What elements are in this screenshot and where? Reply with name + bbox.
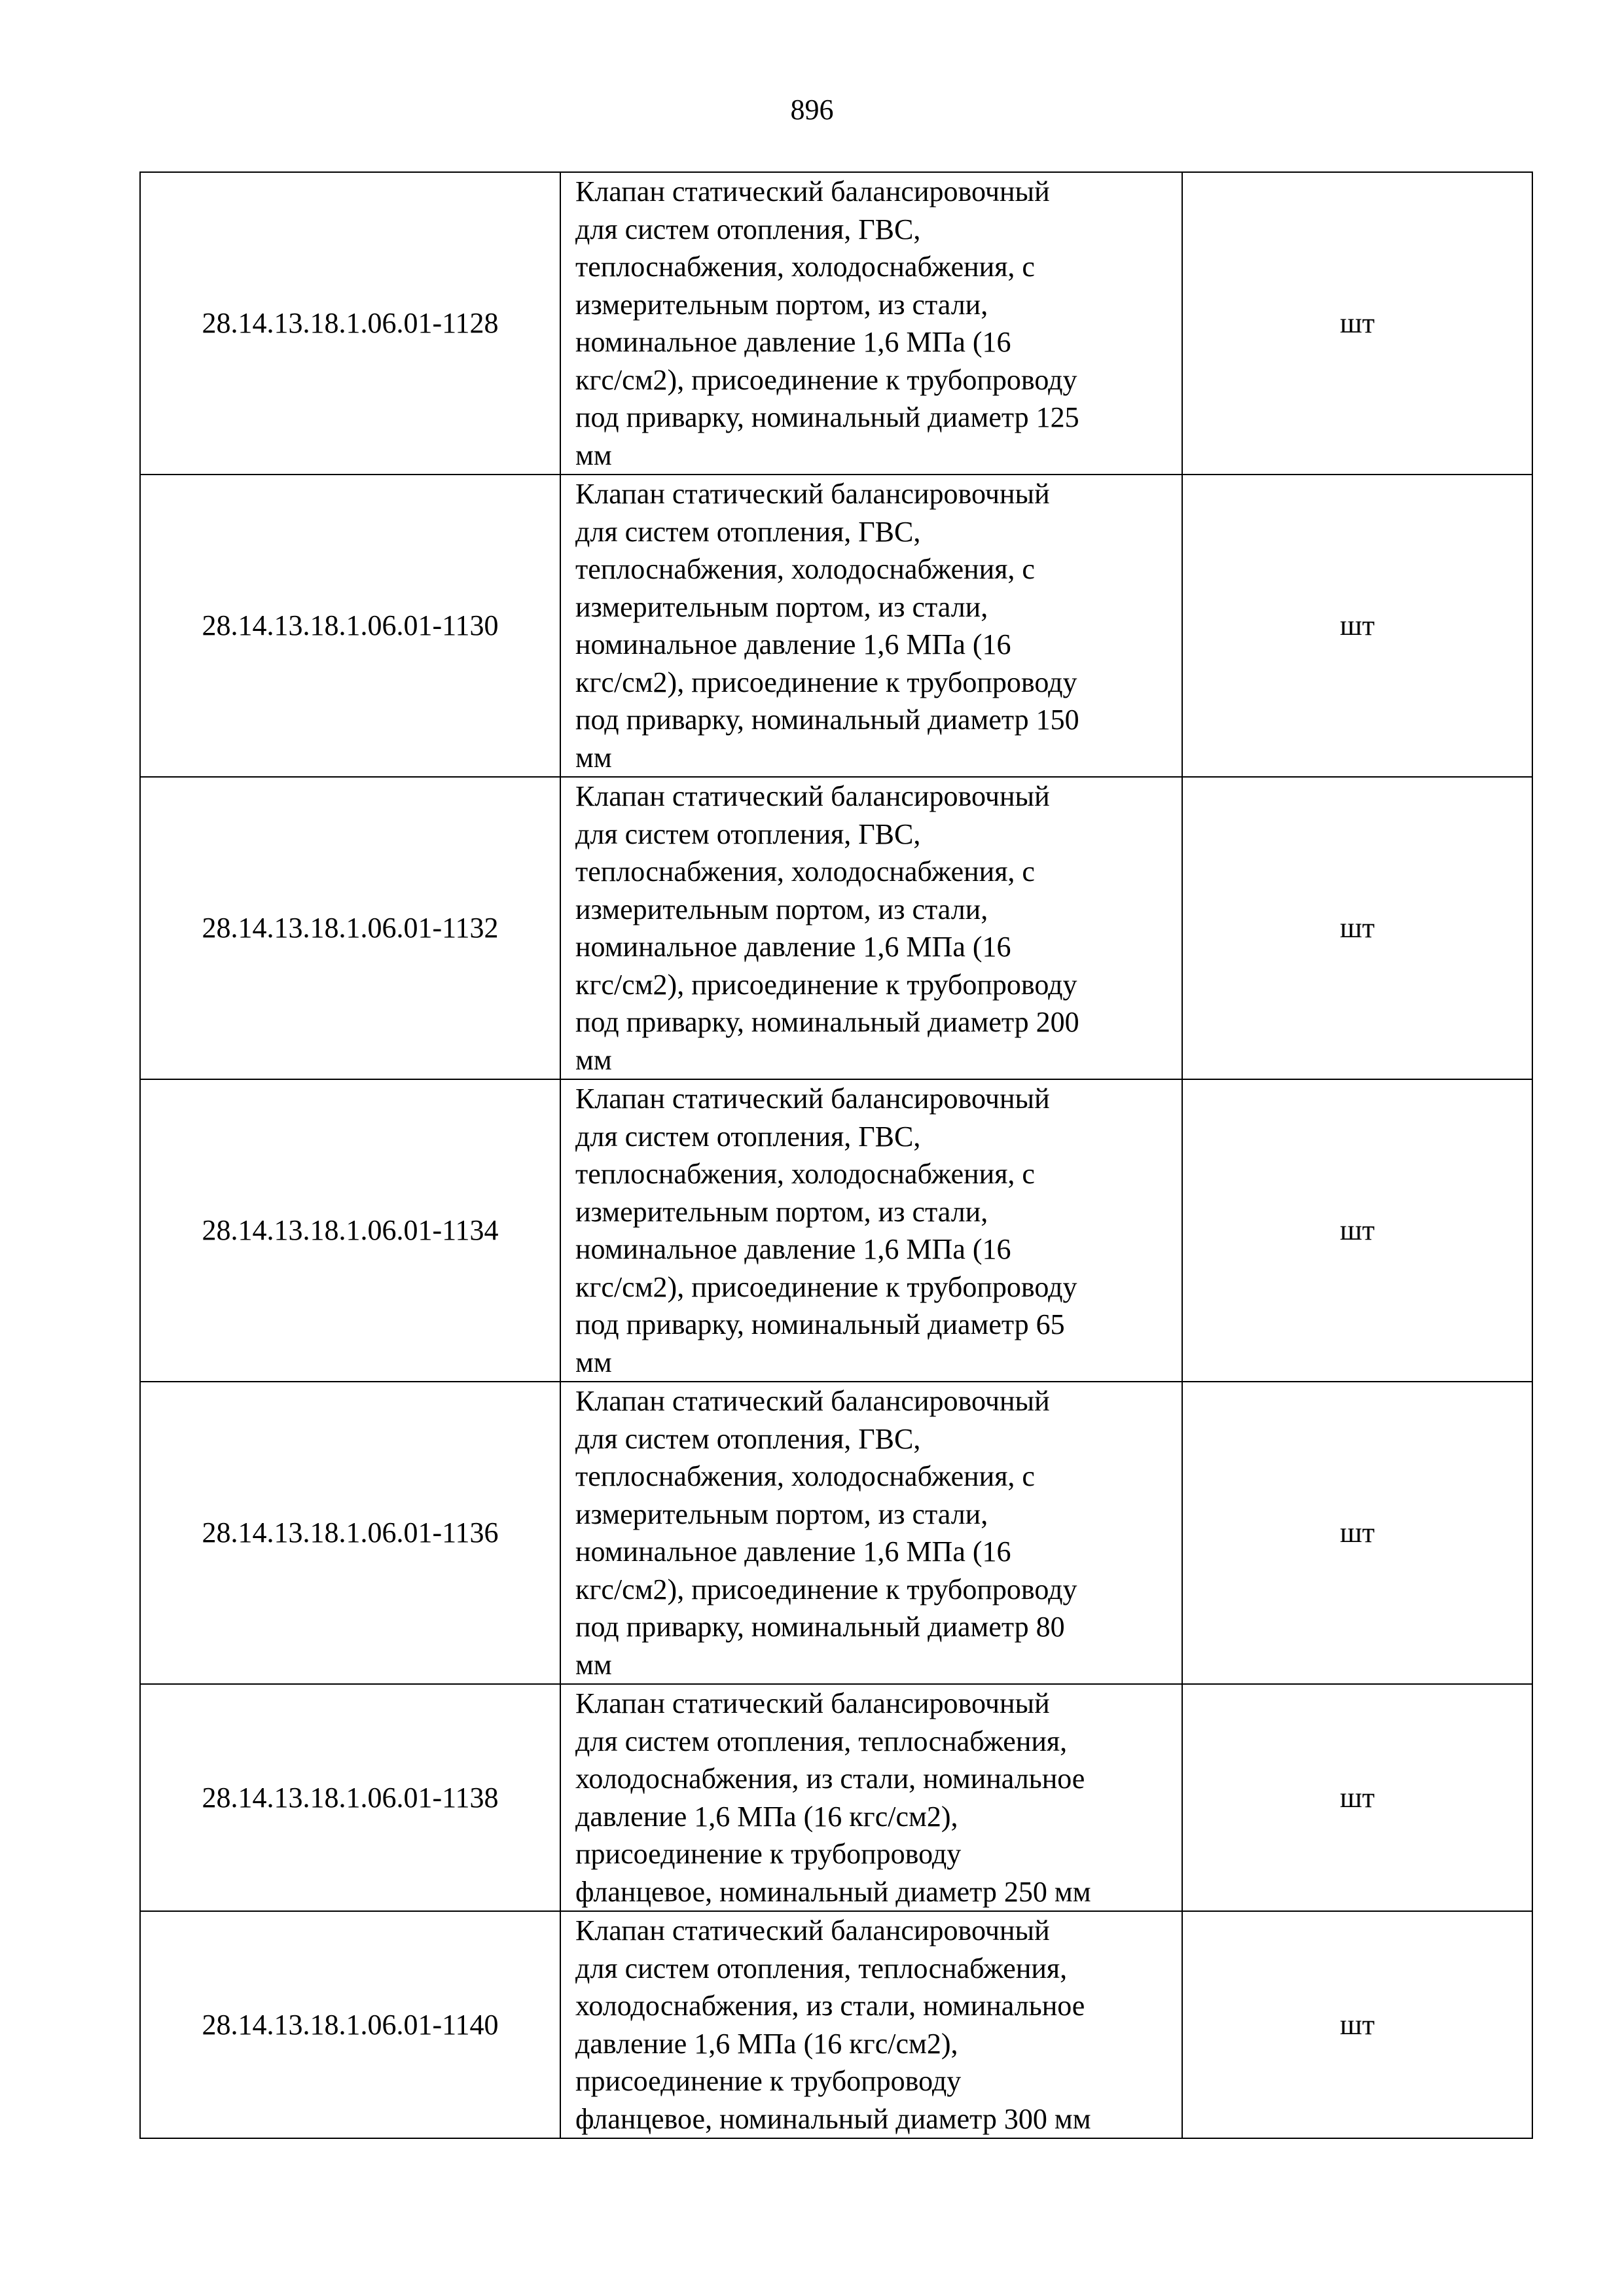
resource-description: Клапан статический балансировочный для систем отопления, теплоснабжения, холодоснабжения, из стали, номинальное давление 1,6 МПа (16 кгс/см2), присоединение к трубопроводу фланцевое, номинальный диаметр 250 мм bbox=[560, 1684, 1182, 1911]
resource-code: 28.14.13.18.1.06.01-1132 bbox=[140, 777, 560, 1079]
unit-of-measure: шт bbox=[1182, 1911, 1532, 2138]
resource-code: 28.14.13.18.1.06.01-1128 bbox=[140, 172, 560, 475]
table-row bbox=[140, 475, 1532, 777]
items-table bbox=[139, 171, 1533, 2139]
resource-description: Клапан статический балансировочный для систем отопления, ГВС, теплоснабжения, холодоснабжения, с измерительным портом, из стали, номинальное давление 1,6 МПа (16 кгс/см2), присоединение к трубопроводу под приварку, номинальный диаметр 80 мм bbox=[560, 1382, 1182, 1684]
table-row bbox=[140, 777, 1532, 1079]
unit-of-measure: шт bbox=[1182, 1684, 1532, 1911]
unit-of-measure: шт bbox=[1182, 1079, 1532, 1382]
resource-description: Клапан статический балансировочный для систем отопления, ГВС, теплоснабжения, холодоснабжения, с измерительным портом, из стали, номинальное давление 1,6 МПа (16 кгс/см2), присоединение к трубопроводу под приварку, номинальный диаметр 125 мм bbox=[560, 172, 1182, 475]
table-row bbox=[140, 1079, 1532, 1382]
table-row bbox=[140, 1382, 1532, 1684]
resource-description: Клапан статический балансировочный для систем отопления, ГВС, теплоснабжения, холодоснабжения, с измерительным портом, из стали, номинальное давление 1,6 МПа (16 кгс/см2), присоединение к трубопроводу под приварку, номинальный диаметр 65 мм bbox=[560, 1079, 1182, 1382]
table-row bbox=[140, 172, 1532, 475]
unit-of-measure: шт bbox=[1182, 172, 1532, 475]
resource-code: 28.14.13.18.1.06.01-1136 bbox=[140, 1382, 560, 1684]
resource-description: Клапан статический балансировочный для систем отопления, ГВС, теплоснабжения, холодоснабжения, с измерительным портом, из стали, номинальное давление 1,6 МПа (16 кгс/см2), присоединение к трубопроводу под приварку, номинальный диаметр 150 мм bbox=[560, 475, 1182, 777]
resource-code: 28.14.13.18.1.06.01-1130 bbox=[140, 475, 560, 777]
page-number: 896 bbox=[790, 94, 834, 126]
resource-description: Клапан статический балансировочный для систем отопления, теплоснабжения, холодоснабжения, из стали, номинальное давление 1,6 МПа (16 кгс/см2), присоединение к трубопроводу фланцевое, номинальный диаметр 300 мм bbox=[560, 1911, 1182, 2138]
unit-of-measure: шт bbox=[1182, 1382, 1532, 1684]
unit-of-measure: шт bbox=[1182, 777, 1532, 1079]
resource-description: Клапан статический балансировочный для систем отопления, ГВС, теплоснабжения, холодоснабжения, с измерительным портом, из стали, номинальное давление 1,6 МПа (16 кгс/см2), присоединение к трубопроводу под приварку, номинальный диаметр 200 мм bbox=[560, 777, 1182, 1079]
unit-of-measure: шт bbox=[1182, 475, 1532, 777]
table-row bbox=[140, 1684, 1532, 1911]
resource-code: 28.14.13.18.1.06.01-1134 bbox=[140, 1079, 560, 1382]
resource-code: 28.14.13.18.1.06.01-1140 bbox=[140, 1911, 560, 2138]
table-row bbox=[140, 1911, 1532, 2138]
resource-code: 28.14.13.18.1.06.01-1138 bbox=[140, 1684, 560, 1911]
